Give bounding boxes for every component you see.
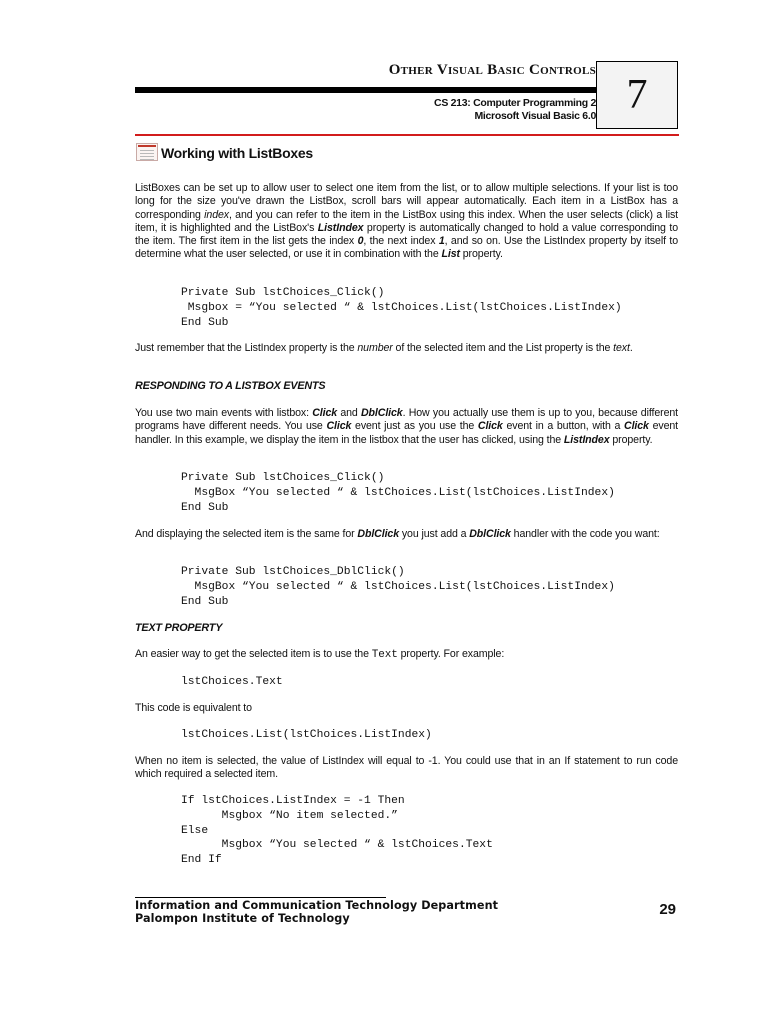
code-block-1: Private Sub lstChoices_Click() Msgbox = “You selected “ & lstChoices.List(lstChoices.ListIndex) End Sub bbox=[181, 287, 622, 329]
section-title: Working with ListBoxes bbox=[161, 145, 313, 161]
code-block-5: lstChoices.List(lstChoices.ListIndex) bbox=[181, 729, 432, 741]
text-property-paragraph: An easier way to get the selected item is to use the Text property. For example: bbox=[135, 648, 505, 661]
dblclick-paragraph: And displaying the selected item is the same for DblClick you just add a DblClick handler with the code you want: bbox=[135, 528, 660, 540]
remember-paragraph: Just remember that the ListIndex property is the number of the selected item and the List property is the text. bbox=[135, 342, 633, 354]
chapter-number-box bbox=[596, 61, 678, 129]
events-paragraph: You use two main events with listbox: Click and DblClick. How you actually use them is up to you, because different programs have different needs. You use Click event just as you use the Click event in a button, with a Click event handler. In this example, we display the item in the listbox that the user has clicked, using the ListIndex property. bbox=[135, 407, 678, 446]
footer-rule bbox=[135, 897, 386, 898]
subheading-listbox-events: RESPONDING TO A LISTBOX EVENTS bbox=[135, 380, 326, 392]
course-name: CS 213: Computer Programming 2 bbox=[434, 97, 596, 109]
software-name: Microsoft Visual Basic 6.0 bbox=[474, 110, 596, 122]
page-number: 29 bbox=[659, 901, 676, 918]
code-block-6: If lstChoices.ListIndex = -1 Then Msgbox “No item selected.” Else Msgbox “You selected “ & lstChoices.Text End If bbox=[181, 795, 493, 867]
code-block-3: Private Sub lstChoices_DblClick() MsgBox “You selected “ & lstChoices.List(lstChoices.ListIndex) End Sub bbox=[181, 566, 615, 608]
equivalent-paragraph: This code is equivalent to bbox=[135, 702, 252, 714]
chapter-number: 7 bbox=[626, 72, 648, 118]
no-item-paragraph: When no item is selected, the value of ListIndex will equal to -1. You could use that in an If statement to run code which required a selected item. bbox=[135, 755, 678, 781]
footer-department: Information and Communication Technology Department bbox=[135, 899, 499, 912]
intro-paragraph: ListBoxes can be set up to allow user to select one item from the list, or to allow multiple selections. If your list is too long for the size you've drawn the ListBox, scroll bars will appear automatically. Each item in a ListBox has a corresponding index, and you can refer to the item in the ListBox using this index. When the user selects (click) a list item, it is highlighted and the ListBox's ListIndex property is automatically changed to hold a value corresponding to the item. The first item in the list gets the index 0, the next index 1, and so on. Use the ListIndex property by itself to determine what the user selected, or use it in combination with the List property. bbox=[135, 182, 679, 261]
red-rule bbox=[135, 134, 679, 136]
subheading-text-property: TEXT PROPERTY bbox=[135, 622, 223, 634]
header-rule bbox=[135, 87, 599, 93]
code-block-4: lstChoices.Text bbox=[181, 676, 283, 688]
code-block-2: Private Sub lstChoices_Click() MsgBox “You selected “ & lstChoices.List(lstChoices.ListIndex) End Sub bbox=[181, 472, 615, 514]
listbox-icon bbox=[136, 143, 158, 161]
footer-school: Palompon Institute of Technology bbox=[135, 912, 350, 925]
header-title: Other Visual Basic Controls bbox=[388, 62, 596, 78]
